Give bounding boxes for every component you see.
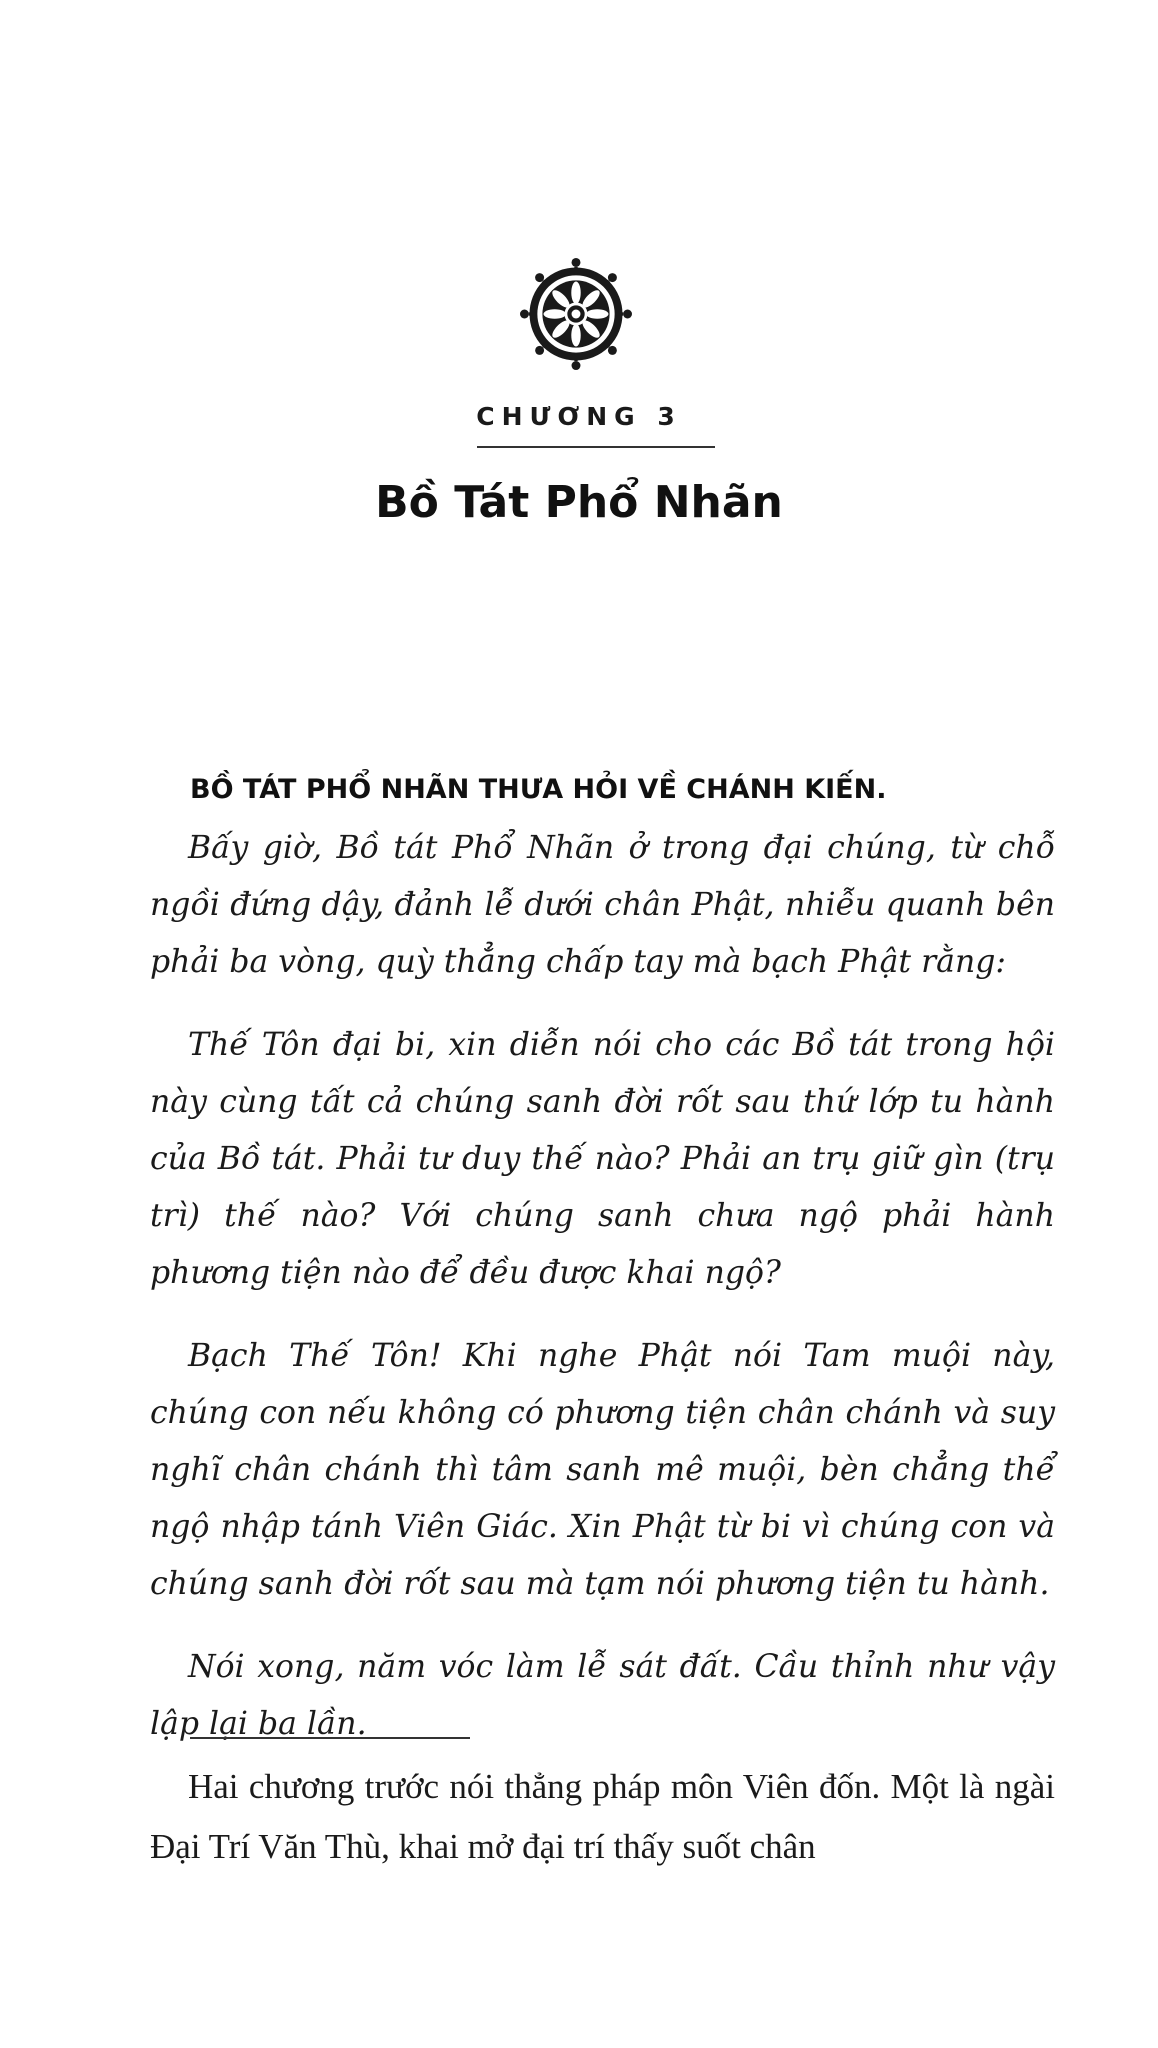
- sutra-paragraph: Bấy giờ, Bồ tát Phổ Nhãn ở trong đại chúng, từ chỗ ngồi đứng dậy, đảnh lễ dưới chân Phật, nhiễu quanh bên phải ba vòng, quỳ thẳng chấp tay mà bạch Phật rằng:: [150, 830, 1055, 980]
- sutra-paragraph: Thế Tôn đại bi, xin diễn nói cho các Bồ tát trong hội này cùng tất cả chúng sanh đời rốt sau thứ lớp tu hành của Bồ tát. Phải tư duy thế nào? Phải an trụ giữ gìn (trụ trì) thế nào? Với chúng sanh chưa ngộ phải hành phương tiện nào để đều được khai ngộ?: [150, 1027, 1055, 1291]
- section-divider: [190, 1737, 470, 1739]
- chapter-divider: [477, 446, 715, 448]
- sutra-paragraph: Nói xong, năm vóc làm lễ sát đất. Cầu thỉnh như vậy lập lại ba lần.: [150, 1649, 1055, 1742]
- sutra-text: [150, 820, 1055, 1779]
- dharma-wheel-icon: [520, 258, 632, 370]
- chapter-label: CHƯƠNG 3: [476, 402, 682, 431]
- commentary-paragraph: Hai chương trước nói thẳng pháp môn Viên đốn. Một là ngài Đại Trí Văn Thù, khai mở đại trí thấy suốt chân: [150, 1767, 1055, 1866]
- sutra-paragraph: Bạch Thế Tôn! Khi nghe Phật nói Tam muội này, chúng con nếu không có phương tiện chân chánh và suy nghĩ chân chánh thì tâm sanh mê muội, bèn chẳng thể ngộ nhập tánh Viên Giác. Xin Phật từ bi vì chúng con và chúng sanh đời rốt sau mà tạm nói phương tiện tu hành.: [150, 1338, 1055, 1602]
- section-heading: BỒ TÁT PHỔ NHÃN THƯA HỎI VỀ CHÁNH KIẾN.: [190, 774, 887, 805]
- commentary-text: [150, 1757, 1055, 1877]
- chapter-title: Bồ Tát Phổ Nhãn: [375, 477, 783, 528]
